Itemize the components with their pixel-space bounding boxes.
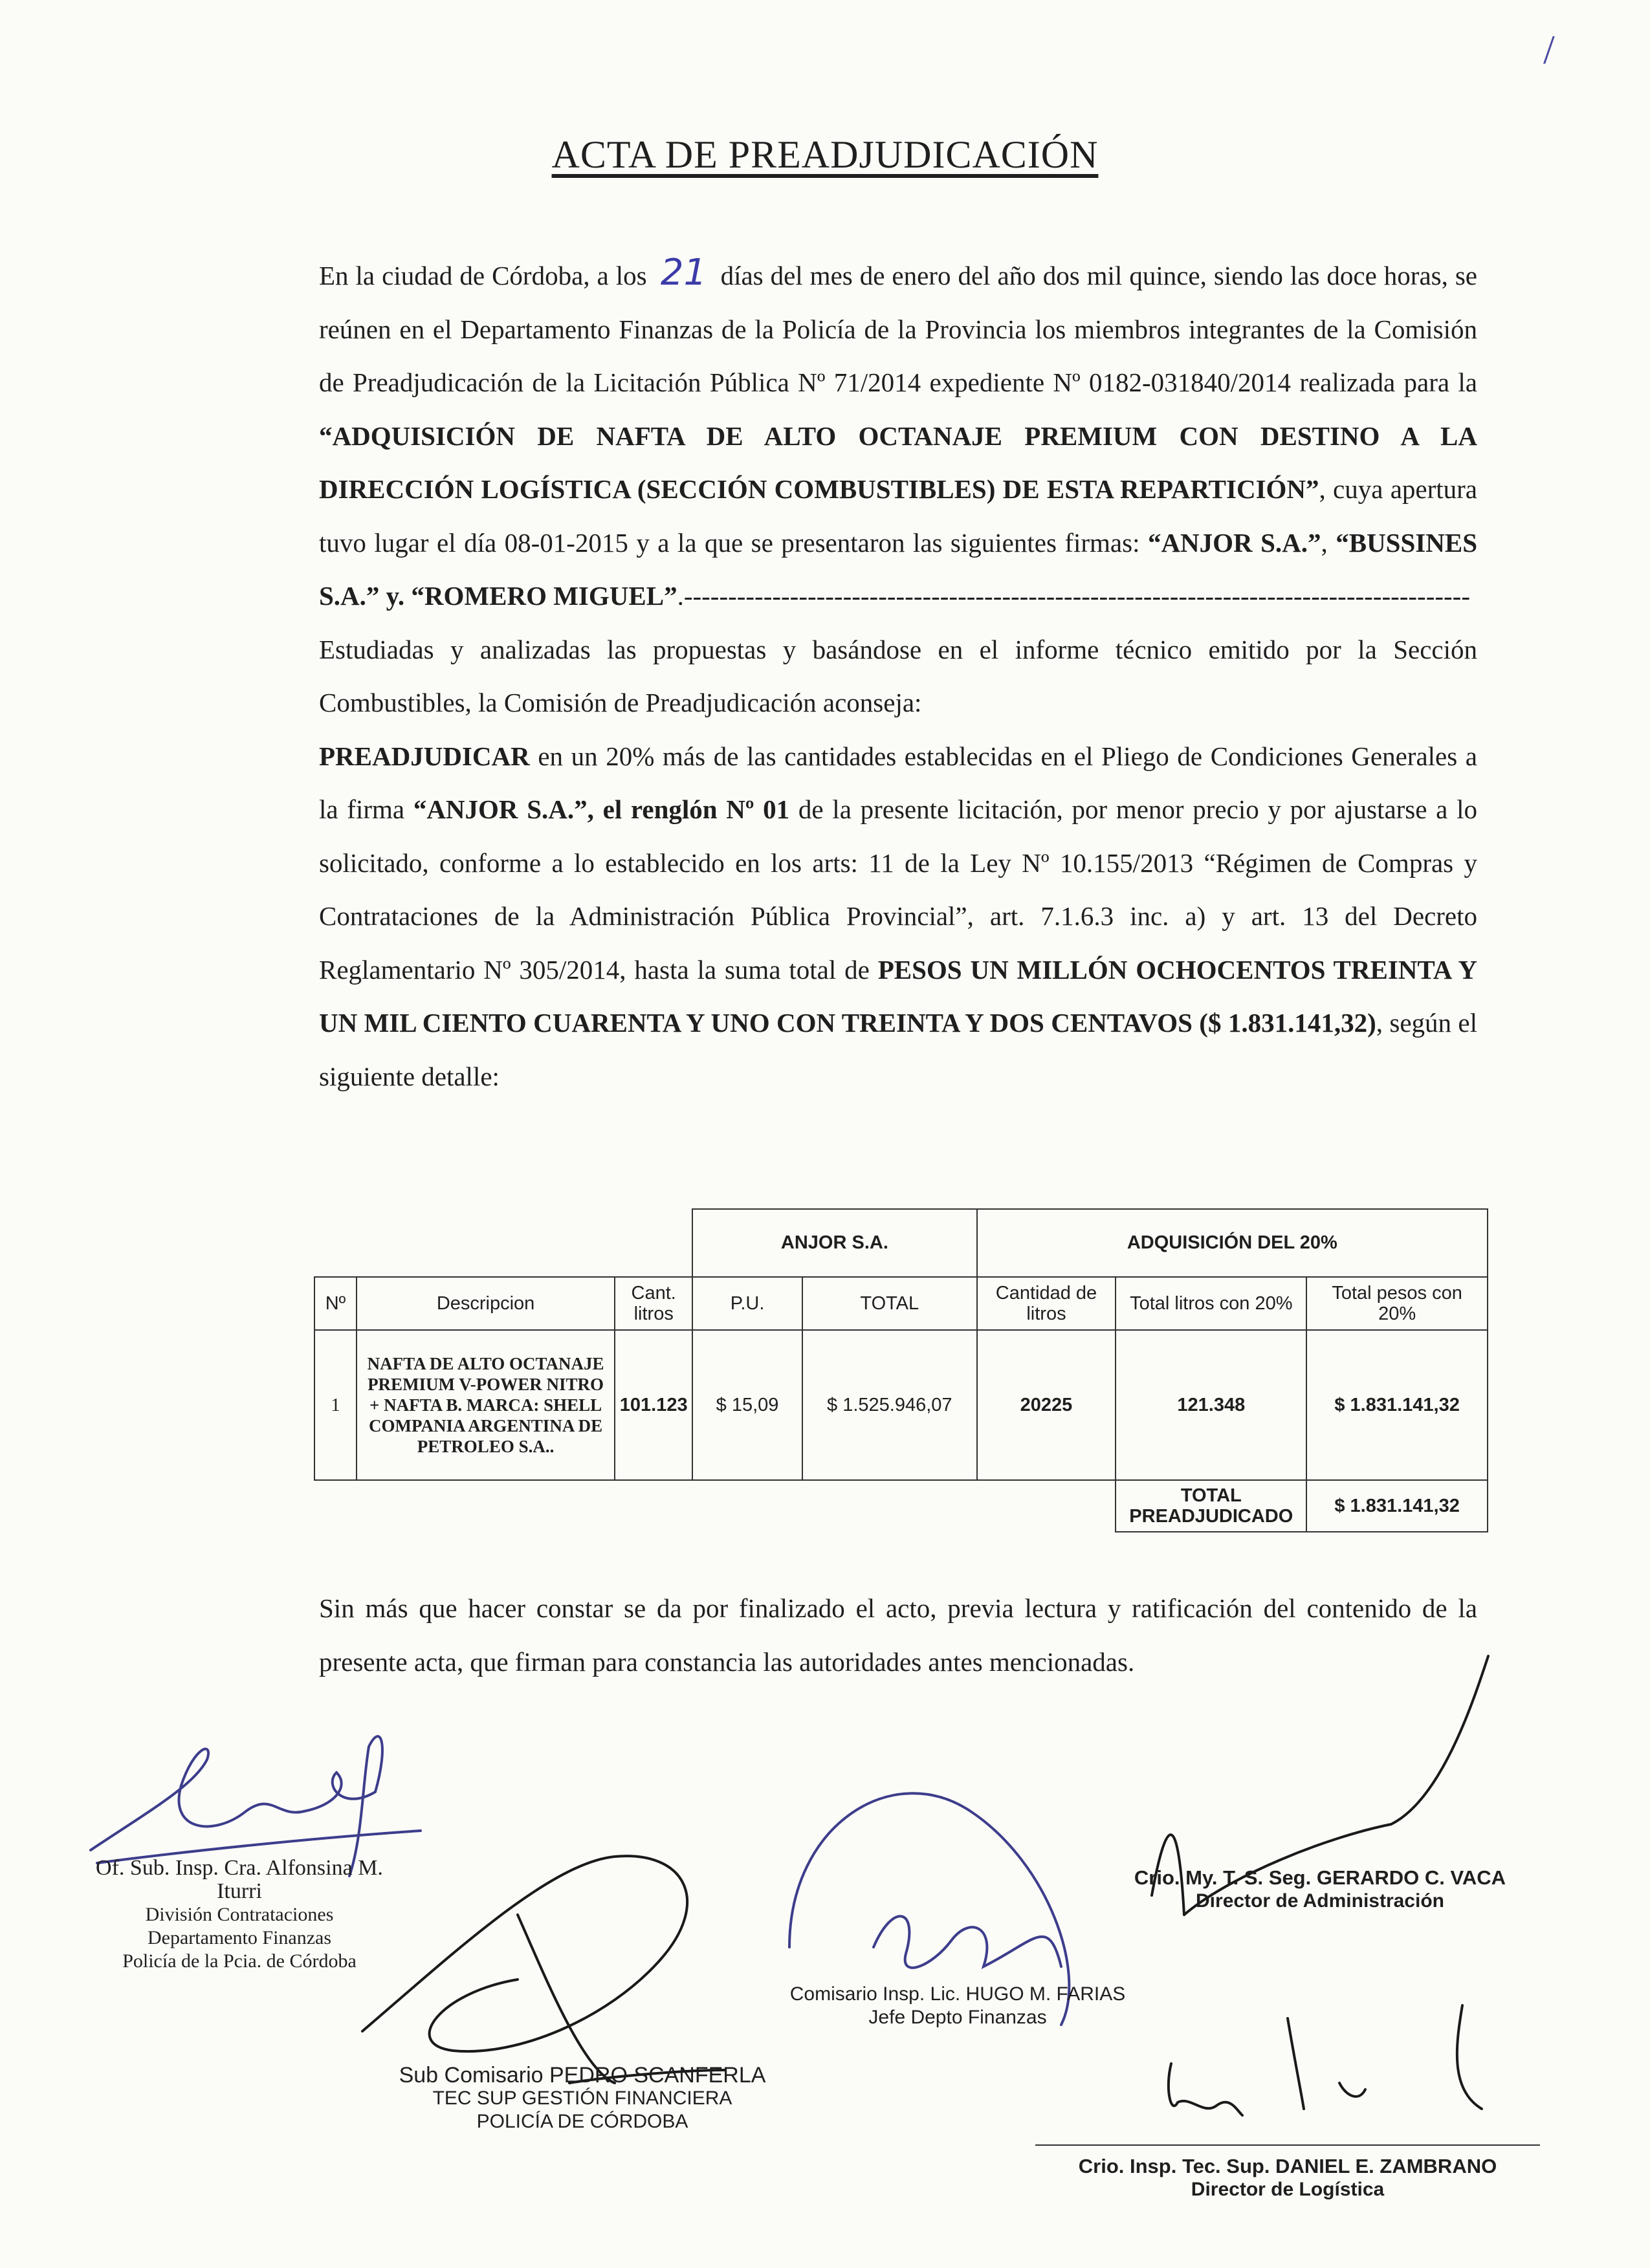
cell-total-pesos: $ 1.831.141,32 (1306, 1330, 1488, 1480)
firm-bussines: “BUSSINES S.A.” (319, 527, 1477, 611)
cell-unit-price: $ 15,09 (692, 1330, 802, 1480)
signatory-line: POLICÍA DE CÓRDOBA (476, 2111, 688, 2132)
table-header-row (314, 1277, 1488, 1330)
p1-sep2: y. (386, 581, 405, 611)
p1-text-c: , cuya apertura tuvo lugar el día 08-01-2015 y a la que se presentaron las siguientes firmas: (319, 474, 1478, 558)
awarded-firm: “ANJOR S.A.”, el renglón Nº 01 (413, 794, 790, 824)
signatory-name: Of. Sub. Insp. Cra. Alfonsina M. Iturri (96, 1856, 383, 1903)
cell-n: 1 (314, 1330, 357, 1480)
cell-qty: 101.123 (615, 1330, 692, 1480)
table-row (314, 1330, 1488, 1480)
signatory-line: Departamento Finanzas (147, 1927, 332, 1948)
signatory-name: Crio. Insp. Tec. Sup. DANIEL E. ZAMBRANO (1078, 2155, 1497, 2177)
signatory-line: Jefe Depto Finanzas (868, 2007, 1047, 2028)
table-group-row (314, 1209, 1488, 1277)
p1-text-b: días del mes de enero del año dos mil quince, siendo las doce horas, se reúnen en el Departamento Finanzas de la Policía de la Provincia los miembros integrantes de la Comisión de Preadjudicación de la Licitación Pública Nº 71/2014 expediente Nº 0182-031840/2014 realizada para la (319, 261, 1478, 397)
handwritten-day: 21 (660, 252, 707, 294)
signatory-farias (789, 1983, 1126, 2029)
col-header: Total litros con 20% (1116, 1277, 1306, 1330)
cell-extra-qty: 20225 (977, 1330, 1116, 1480)
group-header-anjor: ANJOR S.A. (692, 1209, 976, 1277)
col-header: P.U. (692, 1277, 802, 1330)
cell-total-liters: 121.348 (1116, 1330, 1306, 1480)
signatory-iturri (71, 1857, 408, 1973)
cell-description: NAFTA DE ALTO OCTANAJE PREMIUM V-POWER NITRO + NAFTA B. MARCA: SHELL COMPANIA ARGENTINA DE PETROLEO S.A.. (357, 1330, 615, 1480)
table-total-row (314, 1480, 1488, 1532)
total-label: TOTAL PREADJUDICADO (1116, 1480, 1306, 1532)
signatory-line: TEC SUP GESTIÓN FINANCIERA (432, 2088, 732, 2109)
detail-table (314, 1208, 1488, 1532)
col-header: TOTAL (802, 1277, 977, 1330)
p1-sep1: , (1321, 527, 1328, 558)
closing-paragraph: Sin más que hacer constar se da por finalizado el acto, previa lectura y ratificación del contenido de la presente acta, que firman para constancia las autoridades antes mencionadas. (319, 1593, 1477, 1677)
firm-anjor: “ANJOR S.A.” (1147, 527, 1321, 558)
p3-text-a: en un 20% más de las cantidades establecidas en el Pliego de Condiciones Generales a la firma (319, 741, 1478, 824)
signature-zambrano (1169, 2005, 1482, 2115)
col-header: Nº (314, 1277, 357, 1330)
document-title: ACTA DE PREADJUDICACIÓN (551, 133, 1099, 176)
handwritten-corner-mark: / (1543, 27, 1555, 72)
total-value: $ 1.831.141,32 (1306, 1480, 1488, 1532)
signatory-name: Comisario Insp. Lic. HUGO M. FARIAS (789, 1983, 1126, 2005)
signature-scanferla (362, 1856, 725, 2083)
paragraph-award (319, 730, 1477, 1104)
signatory-name: Sub Comisario PEDRO SCANFERLA (399, 2063, 766, 2088)
col-header: Descripcion (357, 1277, 615, 1330)
signatory-zambrano (1035, 2144, 1540, 2201)
firm-romero: “ROMERO MIGUEL” (411, 581, 677, 611)
award-verb: PREADJUDICAR (319, 741, 530, 771)
signatory-line: Policía de la Pcia. de Córdoba (122, 1950, 357, 1972)
signatory-scanferla (375, 2064, 789, 2133)
detail-table-wrap (314, 1208, 1488, 1532)
signatory-vaca (1119, 1866, 1521, 1913)
col-header: Cant. litros (615, 1277, 692, 1330)
group-header-adquisicion: ADQUISICIÓN DEL 20% (977, 1209, 1488, 1277)
signatory-line: Director de Logística (1191, 2179, 1385, 2200)
signatory-line: Director de Administración (1196, 1890, 1444, 1912)
paragraph-analysis: Estudiadas y analizadas las propuestas y basándose en el informe técnico emitido por la Sección Combustibles, la Comisión de Preadjudicación aconseja: (319, 634, 1477, 717)
col-header: Total pesos con 20% (1306, 1277, 1488, 1330)
tender-object: “ADQUISICIÓN DE NAFTA DE ALTO OCTANAJE PREMIUM CON DESTINO A LA DIRECCIÓN LOGÍSTICA (SECCIÓN COMBUSTIBLES) DE ESTA REPARTICIÓN” (319, 420, 1477, 504)
signature-iturri (91, 1736, 421, 1876)
p1-text-a: En la ciudad de Córdoba, a los (319, 261, 647, 290)
document-body (319, 249, 1477, 1103)
cell-total: $ 1.525.946,07 (802, 1330, 977, 1480)
dash-filler: .----------------------------------------------------------------------------------------- (677, 581, 1470, 611)
signatory-line: División Contrataciones (145, 1904, 334, 1925)
p3-text-c: , según el siguiente detalle: (319, 1008, 1477, 1091)
table-blank-cell (314, 1480, 1116, 1532)
paragraph-opening (319, 249, 1477, 623)
award-amount: PESOS UN MILLÓN OCHOCENTOS TREINTA Y UN MIL CIENTO CUARENTA Y UNO CON TREINTA Y DOS CENTAVOS ($ 1.831.141,32) (319, 954, 1478, 1038)
col-header: Cantidad de litros (977, 1277, 1116, 1330)
table-blank-cell (314, 1209, 692, 1277)
p3-text-b: de la presente licitación, por menor precio y por ajustarse a lo solicitado, conforme a lo establecido en los arts: 11 de la Ley Nº 10.155/2013 “Régimen de Compras y Contrataciones de la Administración Pública Provincial”, art. 7.1.6.3 inc. a) y art. 13 del Decreto Reglamentario Nº 305/2014, hasta la suma total de (319, 794, 1477, 985)
signatory-name: Crio. My. T. S. Seg. GERARDO C. VACA (1134, 1866, 1506, 1889)
